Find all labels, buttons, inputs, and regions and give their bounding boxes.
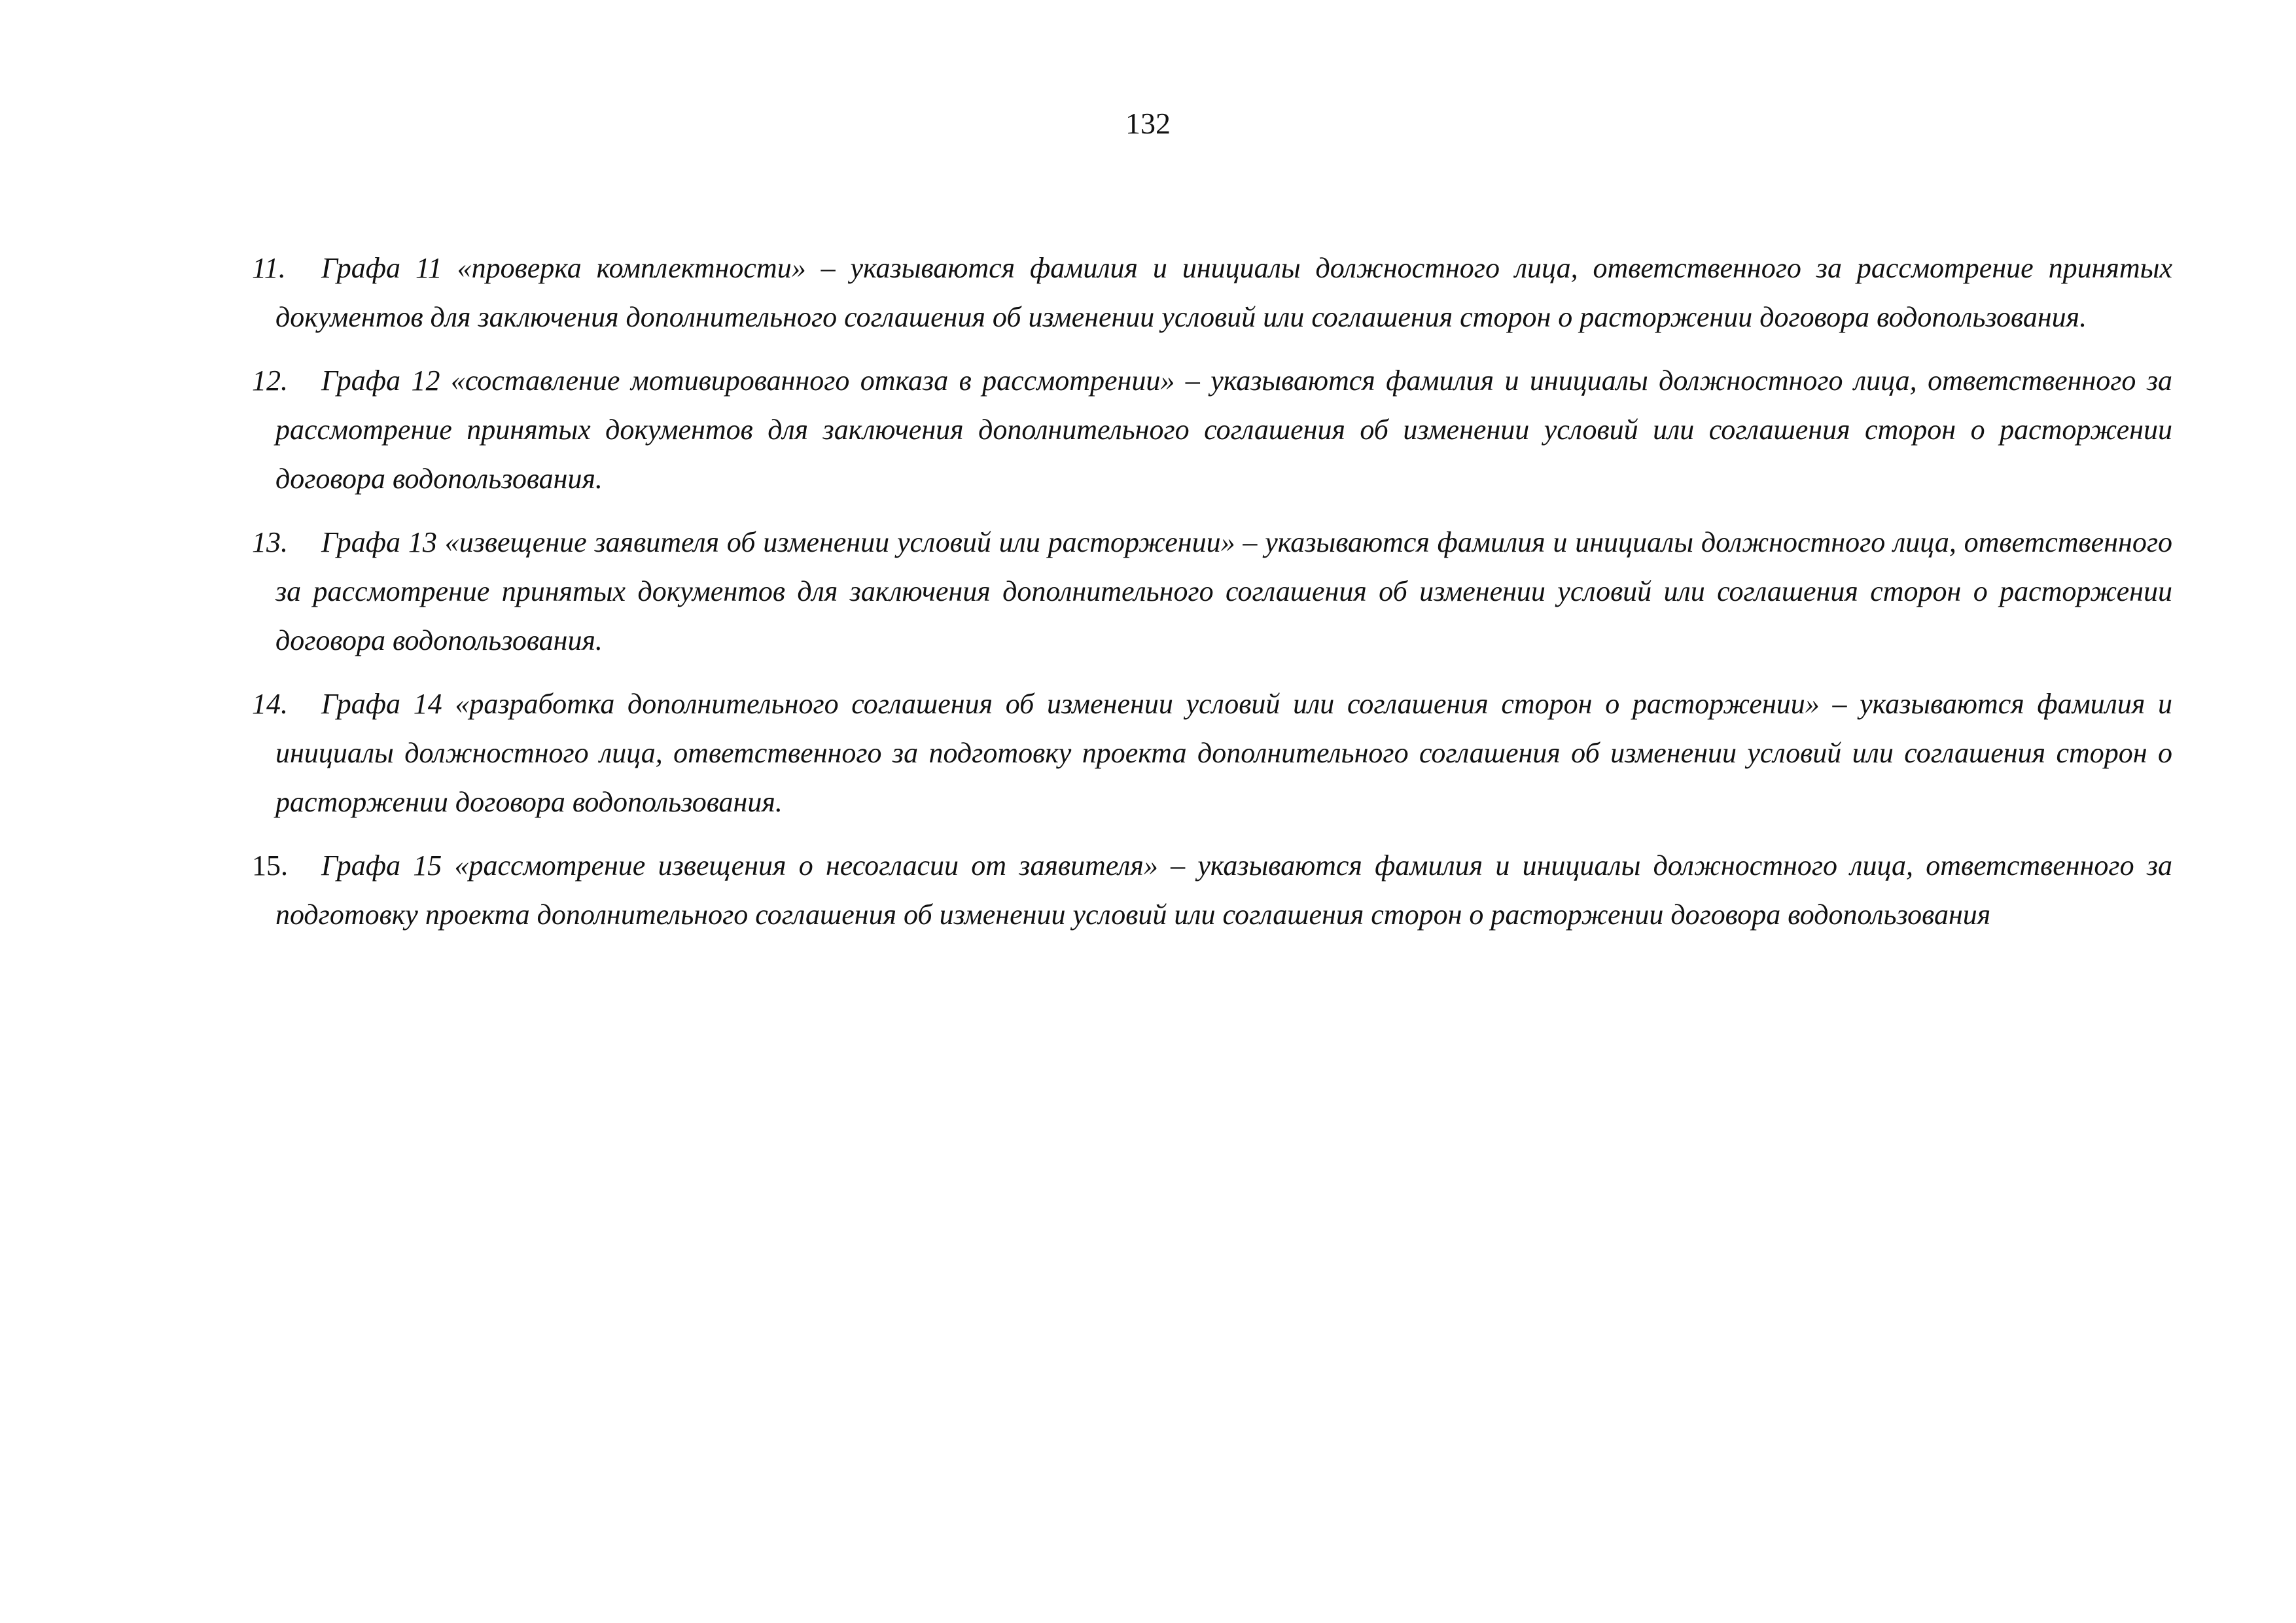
item-text: Графа 14 «разработка дополнительного соглашения об изменении условий или соглашения сторон о расторжении» – указываются фамилия и инициалы должностного лица, ответственного за подготовку проекта дополнительного соглашения об изменении условий или соглашения сторон о расторжении договора водопользования. — [275, 688, 2172, 818]
page-number: 132 — [1125, 107, 1171, 140]
list-item-14 — [252, 679, 2172, 827]
list-item-13 — [252, 518, 2172, 665]
list-item-15 — [252, 841, 2172, 939]
item-text: Графа 15 «рассмотрение извещения о несогласии от заявителя» – указываются фамилия и инициалы должностного лица, ответственного за подготовку проекта дополнительного соглашения об изменении условий или соглашения сторон о расторжении договора водопользования — [275, 849, 2172, 931]
item-number: 13. — [252, 526, 288, 558]
item-number: 14. — [252, 688, 288, 720]
item-number: 15. — [252, 849, 288, 882]
item-text: Графа 12 «составление мотивированного отказа в рассмотрении» – указываются фамилия и инициалы должностного лица, ответственного за рассмотрение принятых документов для заключения дополнительного соглашения об изменении условий или соглашения сторон о расторжении договора водопользования. — [275, 365, 2172, 495]
document-body — [252, 243, 2172, 954]
item-number: 11. — [252, 252, 286, 284]
item-number: 12. — [252, 365, 288, 397]
list-item-11 — [252, 243, 2172, 342]
item-text: Графа 13 «извещение заявителя об изменении условий или расторжении» – указываются фамилия и инициалы должностного лица, ответственного за рассмотрение принятых документов для заключения дополнительного соглашения об изменении условий или соглашения сторон о расторжении договора водопользования. — [275, 526, 2172, 656]
list-item-12 — [252, 356, 2172, 503]
item-text: Графа 11 «проверка комплектности» – указываются фамилия и инициалы должностного лица, ответственного за рассмотрение принятых документов для заключения дополнительного соглашения об изменении условий или соглашения сторон о расторжении договора водопользования. — [275, 252, 2172, 333]
